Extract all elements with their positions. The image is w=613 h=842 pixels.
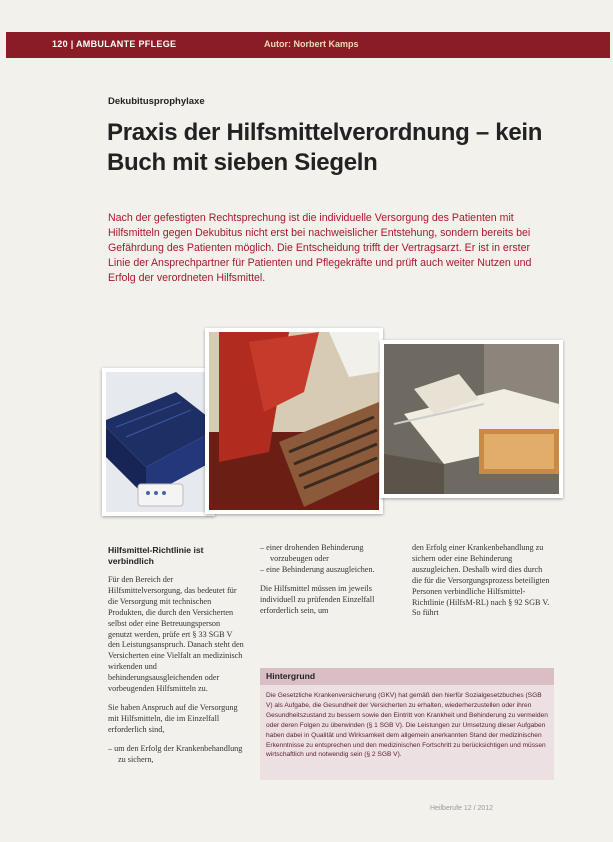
article-title: Praxis der Hilfsmittelverordnung – kein Buch mit sieben Siegeln	[107, 119, 543, 176]
list	[260, 543, 400, 576]
background-box-heading: Hintergrund	[260, 668, 554, 685]
lead-paragraph: Nach der gefestigten Rechtsprechung ist die individuelle Versorgung des Patienten mit Hilfsmitteln gegen Dekubitus nicht erst bei nachweislicher Entstehung, sondern bereits bei Gefährdung des Patienten möglich. Die Entscheidung trifft der Vertragsarzt. Er ist in erster Linie der Ansprechpartner für Patienten und Pflegekräfte und prüft auch weiter Nutzen und Erfolg der verordneten Hilfsmittel.	[108, 212, 532, 284]
text-column-2	[260, 543, 400, 624]
paragraph: Die Hilfsmittel müssen im jeweils individuell zu prüfenden Einzelfall erforderlich sein, um	[260, 583, 375, 615]
paragraph: den Erfolg einer Krankenbehandlung zu sichern oder eine Behinderung auszugleichen. Deshalb wird dies durch die für die Versorgungsprozess beteiligten Personen verbindliche Hilfsmittel-Richtlinie (HilfsM-RL) nach § 92 SGB V. So führt	[412, 543, 550, 618]
footer-text: Heilberufe 12 / 2012	[430, 805, 494, 812]
paragraph: Sie haben Anspruch auf die Versorgung mit Hilfsmitteln, die im Einzelfall erforderlich sind,	[108, 702, 238, 734]
background-box-body: Die Gesetzliche Krankenversicherung (GKV) hat gemäß den hierfür Sozialgesetzbuches (SGB V) als Aufgabe, die Gesundheit der Versicherten zu erhalten, wiederherzustellen oder ihren Gesundheitszustand zu bessern sowie den Eintritt von Krankheit und Behinderung zu vermeiden oder deren Folgen zu überwinden (§ 1 SGB V). Die Leistungen zur Umsetzung dieser Aufgaben haben dabei in Qualität und Wirksamkeit dem allgemein anerkannten Stand der medizinischen Erkenntnisse zu entsprechen und den medizinischen Fortschritt zu berücksichtigen und müssen wirtschaftlich und notwendig sein (§ 2 SGB V).	[266, 692, 548, 759]
header-bar	[6, 32, 610, 58]
list	[108, 744, 245, 766]
list-item: – einer drohenden Behinderung vorzubeugen oder	[260, 543, 364, 563]
photo-red-bed	[205, 328, 383, 514]
list-item: – um den Erfolg der Krankenbehandlung zu sichern,	[108, 743, 243, 764]
photo-mattress	[102, 368, 215, 516]
paragraph: Für den Bereich der Hilfsmittelversorgung, das bedeutet für die Versorgung mit technischen Produkten, die durch den Versicherten selbst oder eine Betreuungsperson genutzt werden, prüfe ert § 33 SGB V den Leistungsanspruch. Danach steht den Versicherten eine Vielfalt an medizinisch wirkenden und behinderungsausgleichenden oder vorbeugenden Hilfsmitteln zu.	[108, 575, 244, 694]
list-item: – eine Behinderung auszugleichen.	[260, 564, 375, 574]
photo-strip	[100, 328, 570, 533]
mattress-image	[106, 372, 211, 512]
section-label: 120 | AMBULANTE PFLEGE	[52, 39, 177, 49]
care-bed-image	[384, 344, 559, 494]
background-box	[260, 668, 554, 780]
text-column-1	[108, 545, 245, 774]
kicker: Dekubitusprophylaxe	[108, 96, 205, 107]
author-label: Autor: Norbert Kamps	[264, 39, 359, 49]
subheading: Hilfsmittel-Richtlinie ist verbindlich	[108, 545, 204, 566]
red-bed-image	[209, 332, 379, 510]
photo-care-bed	[380, 340, 563, 498]
text-column-3	[412, 543, 554, 627]
